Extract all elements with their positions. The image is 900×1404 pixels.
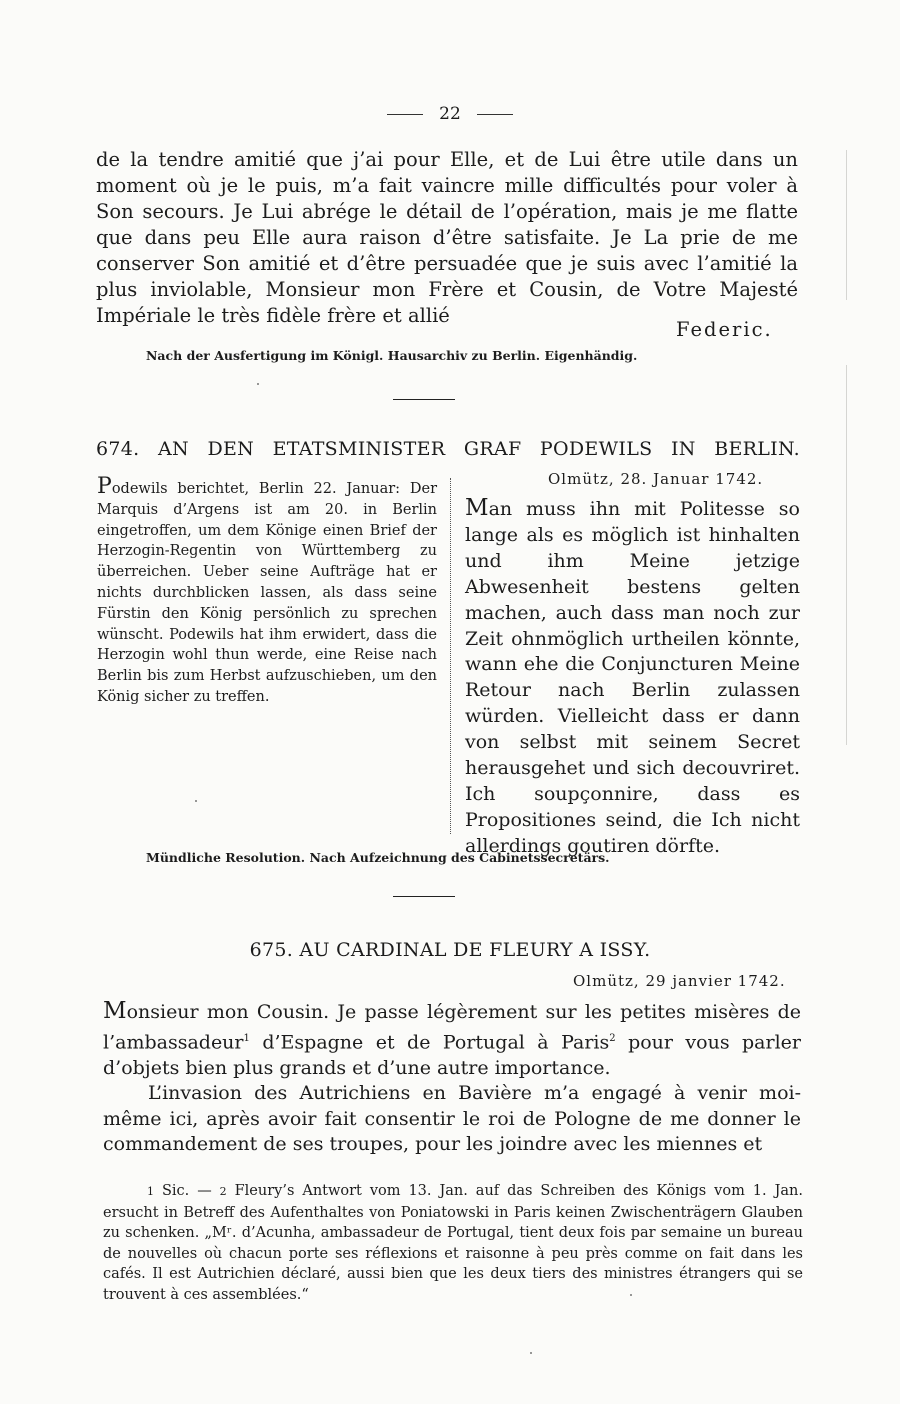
letter-675-paragraph-2: L’invasion des Autrichiens en Bavière m’a engagé à venir moi-même ici, après avoir fait consentir le roi de Pologne de me donner le commandement de ses troupes, pour les joindre avec les miennes et: [103, 1082, 801, 1156]
footnote-number-1: 1: [147, 1185, 154, 1198]
scan-speck: [257, 383, 259, 385]
letter-closing-text: de la tendre amitié que j’ai pour Elle, et de Lui être utile dans un moment où je le puis, m’a fait vaincre mille difficultés pour voler à Son secours. Je Lui abrége le détail de l’opération, mais je me flatte que dans peu Elle aura raison d’être satisfaite. Je La prie de me conserver Son amitié et d’être persuadée que je suis avec l’amitié la plus inviolable, Monsieur mon Frère et Cousin, de Votre Majesté Impériale le très fidèle frère et allié: [96, 148, 798, 327]
header-dash-right: [477, 114, 513, 115]
resolution-initial: M: [465, 495, 489, 521]
footnotes: [103, 1181, 803, 1306]
resolution-column: [465, 496, 800, 860]
footnote-marker-2: 2: [609, 1032, 616, 1044]
document-number: 674.: [96, 438, 140, 460]
summary-initial: P: [97, 474, 112, 499]
page-header: [0, 104, 900, 124]
dateline-place: Olmütz,: [573, 972, 640, 990]
scan-speck: [630, 1294, 632, 1296]
signature: Federic.: [676, 318, 773, 341]
letter-closing-paragraph: [96, 147, 798, 329]
resolution-text: Man muss ihn mit Politesse so lange als es möglich ist hinhalten und ihm Meine jetzige Abwesenheit bestens gelten machen, auch dass man noch zur Zeit ohnmöglich urtheilen könnte, wann ehe die Conjuncturen Meine Retour nach Berlin zulassen würden. Vielleicht dass er dann von selbst mit seinem Secret herausgehet und sich decouvriret. Ich soupçonnire, dass es Propositiones seind, die Ich nicht allerdings goutiren dörfte.: [465, 495, 800, 857]
source-note-673: Nach der Ausfertigung im Königl. Hausarchiv zu Berlin. Eigenhändig.: [146, 348, 638, 363]
summary-text: Podewils berichtet, Berlin 22. Januar: Der Marquis d’Argens ist am 20. in Berlin eingetroffen, um dem Könige einen Brief der Herzogin-Regentin von Württemberg zu überreichen. Ueber seine Aufträge hat er nichts durchblicken lassen, als dass seine Fürstin den König persönlich zu sprechen wünscht. Podewils hat ihm erwidert, dass die Herzogin wohl thun werde, eine Reise nach Berlin bis zum Herbst aufzuschieben, um den König sicher zu treffen.: [97, 474, 437, 705]
page-number: 22: [439, 104, 461, 124]
document-title: AN DEN ETATSMINISTER GRAF PODEWILS IN BERLIN.: [158, 438, 801, 460]
footnote-marker-1: 1: [243, 1032, 250, 1044]
footnote-text: 1 Sic. — 2 Fleury’s Antwort vom 13. Jan. auf das Schreiben des Königs vom 1. Jan. ersucht in Betreff des Aufenthaltes von Poniatowski in Paris keinen Zwischenträgern Glauben zu schenken. „Mʳ. d’Acunha, ambassadeur de Portugal, tient deux fois par semaine un bureau de nouvelles où chacun porte ses réflexions et raisonne à peu près comme on fait dans les cafés. Il est Autrichien déclaré, aussi bien que les deux tiers des ministres étrangers qui se trouvent à ces assemblées.“: [103, 1183, 803, 1303]
summary-column: [97, 474, 437, 708]
scan-speck: [195, 800, 197, 802]
scan-margin-mark: [846, 365, 847, 745]
letter-675-body: [103, 999, 801, 1158]
scan-margin-mark: [846, 150, 847, 300]
document-heading-674: [96, 437, 800, 461]
letter-initial: M: [103, 998, 127, 1024]
document-number: 675.: [249, 939, 294, 961]
scan-speck: [530, 1352, 532, 1354]
document-heading-675: [0, 939, 900, 961]
dateline-date: 29 janvier 1742.: [645, 972, 786, 990]
column-divider: [450, 478, 451, 834]
header-dash-left: [387, 114, 423, 115]
document-title: AU CARDINAL DE FLEURY A ISSY.: [299, 939, 651, 961]
dateline-date: 28. Januar 1742.: [620, 470, 764, 488]
dateline-675: [573, 972, 786, 990]
dateline-place: Olmütz,: [548, 470, 615, 488]
dateline-674: [548, 470, 763, 488]
source-note-674: Mündliche Resolution. Nach Aufzeichnung des Cabinetssecretärs.: [146, 850, 610, 865]
letter-675-paragraph-1: Monsieur mon Cousin. Je passe légèrement sur les petites misères de l’ambassadeur$^1$ d’Espagne et de Portugal à Paris$^2$ pour vous parler d’objets bien plus grands et d’une autre importance.: [103, 998, 801, 1079]
section-rule: [393, 399, 455, 400]
section-rule: [393, 896, 455, 897]
footnote-number-2: 2: [219, 1185, 227, 1198]
